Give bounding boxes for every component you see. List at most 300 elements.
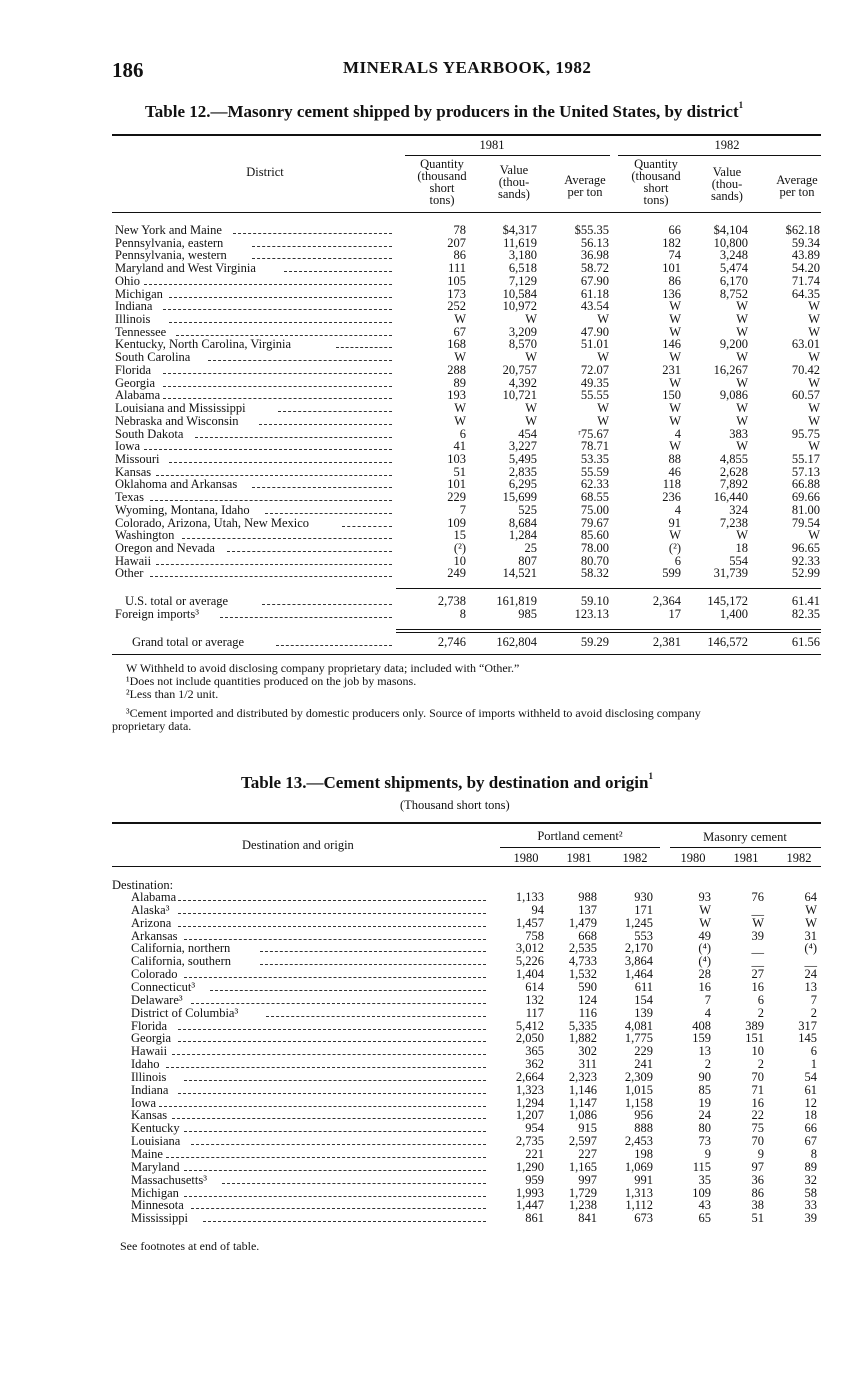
table13-row bbox=[0, 1020, 855, 1033]
table13-row-cell: 51 bbox=[751, 1211, 764, 1226]
table13-row-cell: 109 bbox=[692, 1185, 711, 1200]
table12-row-cell: 81.00 bbox=[791, 502, 820, 517]
table12-row bbox=[0, 504, 855, 517]
table13-row-leader bbox=[159, 1098, 486, 1107]
table12-row-cell: 146 bbox=[662, 337, 681, 352]
table13-row-cell: 317 bbox=[798, 1018, 817, 1033]
table13-row-cell: 1,882 bbox=[568, 1031, 597, 1046]
table13-row-cell: 930 bbox=[634, 890, 653, 904]
table13-row-cell: 241 bbox=[634, 1057, 653, 1072]
table12-row-cell: W bbox=[808, 350, 820, 365]
table13-row-cell: 16 bbox=[751, 1095, 764, 1110]
table13-row-cell: W bbox=[805, 915, 817, 930]
table13-row-label: Georgia bbox=[131, 1031, 172, 1046]
table12-title bbox=[145, 102, 743, 122]
table12-total-row-cell: 161,819 bbox=[496, 594, 537, 608]
table13-row-label: Arizona bbox=[131, 915, 172, 930]
table12-row-leader bbox=[195, 429, 392, 438]
table13-row bbox=[0, 981, 855, 994]
table12-row-cell: 16,267 bbox=[713, 362, 748, 377]
table13-row-cell: 915 bbox=[578, 1121, 597, 1136]
table13-row-cell: 1,069 bbox=[624, 1159, 653, 1174]
table12-row-cell: 86 bbox=[668, 273, 681, 288]
table12-row-cell: 7,892 bbox=[719, 477, 748, 492]
table12-row-cell: 173 bbox=[447, 286, 466, 301]
table12-row-cell: 383 bbox=[729, 426, 748, 441]
table12-row-cell: 43.89 bbox=[791, 248, 820, 263]
table13-row-cell: 2 bbox=[810, 1005, 817, 1020]
table12-row-cell: 64.35 bbox=[791, 286, 820, 301]
table12-grand-row-cell: 162,804 bbox=[496, 635, 537, 649]
table13-row-leader bbox=[178, 1085, 486, 1094]
table13-row-cell: 97 bbox=[751, 1159, 764, 1174]
table13-row-cell: 673 bbox=[634, 1211, 653, 1226]
table12-row-cell: W bbox=[454, 401, 466, 416]
table12-row-leader bbox=[342, 518, 392, 527]
table13-row-leader bbox=[191, 1200, 486, 1209]
table13-row-cell: 1,775 bbox=[624, 1031, 653, 1046]
table12-row-cell: 136 bbox=[662, 286, 681, 301]
table13-row bbox=[0, 1097, 855, 1110]
table13-row-label: Idaho bbox=[131, 1057, 160, 1072]
table12-row-cell: 3,180 bbox=[508, 248, 537, 263]
table12-row-cell: 231 bbox=[662, 362, 681, 377]
table13-row-cell: 54 bbox=[804, 1069, 817, 1084]
table13-row-cell: 7 bbox=[704, 992, 711, 1007]
table13-row-label: California, southern bbox=[131, 954, 231, 969]
table13-row-cell: 1,147 bbox=[568, 1095, 597, 1110]
table13-row-label: Alabama bbox=[131, 890, 177, 904]
table12-row-label: Georgia bbox=[115, 375, 156, 390]
table12-row-cell: 61.18 bbox=[580, 286, 609, 301]
table12-row-cell: W bbox=[669, 312, 681, 327]
table13-row-cell: 1,290 bbox=[515, 1159, 544, 1174]
table12-row-label: Tennessee bbox=[115, 324, 167, 339]
table12-col-header-line: (thou- bbox=[711, 177, 743, 191]
table13-row-cell: 2,597 bbox=[568, 1134, 597, 1149]
table12-row-leader bbox=[336, 339, 392, 348]
table12-row-cell: 101 bbox=[447, 477, 466, 492]
table13-year-header: 1981 bbox=[566, 851, 592, 865]
table13-row-label: Connecticut³ bbox=[131, 979, 196, 994]
table12-row-leader bbox=[163, 301, 392, 310]
table12-row-cell: 7 bbox=[459, 502, 466, 517]
table12-row-cell: 2,628 bbox=[719, 464, 748, 479]
table13-row-cell: 38 bbox=[751, 1198, 764, 1213]
table13-row-cell: 1,313 bbox=[624, 1185, 653, 1200]
table13-group-masonry: Masonry cement bbox=[703, 830, 787, 844]
table12-row-leader bbox=[252, 250, 392, 259]
table13-title-note: 1 bbox=[648, 771, 653, 781]
table12-row-leader bbox=[252, 479, 392, 488]
table13-row-cell: 956 bbox=[634, 1108, 653, 1123]
table13-row-leader bbox=[184, 1123, 486, 1132]
table13-row-cell: 1,729 bbox=[568, 1185, 597, 1200]
table13-row-cell: 27 bbox=[751, 967, 764, 982]
table13-group-portland: Portland cement² bbox=[537, 829, 623, 843]
table12-row-cell: 41 bbox=[453, 439, 466, 454]
table12-district-header: District bbox=[246, 165, 284, 179]
page-number: 186 bbox=[112, 58, 144, 82]
table13-row-cell: 1,146 bbox=[568, 1082, 597, 1097]
table12-row-leader bbox=[163, 365, 392, 374]
table13-row-cell: 1,086 bbox=[568, 1108, 597, 1123]
table13-row-cell: 151 bbox=[745, 1031, 764, 1046]
table12-total-row-cell: 8 bbox=[459, 607, 466, 621]
table13-year-header: 1982 bbox=[622, 851, 648, 865]
table13-row-cell: 221 bbox=[525, 1147, 544, 1161]
table13-row-label: California, northern bbox=[131, 941, 231, 956]
table13-row-label: Delaware³ bbox=[131, 992, 183, 1007]
table12-row-cell: 51.01 bbox=[580, 337, 609, 352]
table12-row-label: Nebraska and Wisconsin bbox=[115, 413, 239, 428]
table12-col-header-line: per ton bbox=[567, 185, 603, 199]
table13-row bbox=[0, 994, 855, 1007]
table13-row-cell: 71 bbox=[751, 1082, 764, 1097]
table13-row-cell: 758 bbox=[525, 928, 544, 943]
table12-row bbox=[0, 415, 855, 428]
table13-row bbox=[0, 1135, 855, 1148]
table12-total-row-cell: 82.35 bbox=[791, 607, 820, 621]
table12-row-cell: 25 bbox=[524, 541, 537, 555]
table13-row-cell: 65 bbox=[698, 1211, 711, 1226]
table12-row-leader bbox=[278, 403, 392, 412]
table12-row-cell: 525 bbox=[518, 502, 537, 517]
table12-row-cell: $62.18 bbox=[785, 223, 820, 237]
table12-row-leader bbox=[227, 543, 392, 552]
table12-col-header-line: Quantity bbox=[420, 157, 464, 171]
table12-row-cell: 88 bbox=[668, 451, 681, 466]
table13-row-cell: 19 bbox=[698, 1095, 711, 1110]
table12-row-leader bbox=[208, 352, 392, 361]
table12-row-cell: W bbox=[808, 324, 820, 339]
table13-row-cell: 1,993 bbox=[515, 1185, 544, 1200]
table13-row-label: Hawaii bbox=[131, 1044, 168, 1059]
table12-total-row-cell: 17 bbox=[668, 607, 681, 621]
table12-grand-row-cell: 2,746 bbox=[437, 635, 466, 649]
table12-row-cell: 46 bbox=[668, 464, 681, 479]
table12-row-label: Wyoming, Montana, Idaho bbox=[115, 502, 250, 517]
table12-row-cell: W bbox=[736, 312, 748, 327]
table12-row-cell: (²) bbox=[453, 541, 466, 555]
table12-row-label: Kansas bbox=[115, 464, 152, 479]
table13-row-cell: 93 bbox=[698, 890, 711, 904]
table13-row-cell: 302 bbox=[578, 1044, 597, 1059]
table12-row-cell: W bbox=[736, 324, 748, 339]
table12-row-cell: W bbox=[808, 375, 820, 390]
table12-row-cell: W bbox=[736, 375, 748, 390]
table12-row-cell: 85.60 bbox=[580, 528, 609, 543]
table13-row-cell: 76 bbox=[751, 890, 764, 904]
table13-row-label: Colorado bbox=[131, 967, 178, 982]
table13-year-header: 1982 bbox=[786, 851, 812, 865]
table13-row-cell: 553 bbox=[634, 928, 653, 943]
table13-row-cell: 49 bbox=[698, 928, 711, 943]
table12-grand-row-cell: 146,572 bbox=[707, 635, 748, 649]
table13-row bbox=[0, 891, 855, 904]
table12-row-cell: 288 bbox=[447, 362, 466, 377]
table12-row-cell: 229 bbox=[447, 490, 466, 505]
table12-row-cell: 96.65 bbox=[791, 541, 820, 555]
table13-row bbox=[0, 968, 855, 981]
table12-row-cell: 49.35 bbox=[580, 375, 609, 390]
table12-col-header bbox=[616, 158, 696, 206]
table12-row-cell: W bbox=[736, 413, 748, 428]
table12-title-note: 1 bbox=[738, 100, 744, 110]
table12-col-header-line: (thousand bbox=[631, 169, 681, 183]
table13-row-cell: 389 bbox=[745, 1018, 764, 1033]
table12-total-row-leader bbox=[220, 609, 392, 618]
table12-row-cell: 6 bbox=[674, 553, 681, 568]
table12-row-cell: 10,584 bbox=[502, 286, 537, 301]
table12-row-cell: 10,972 bbox=[502, 299, 537, 314]
table12-row-cell: 4 bbox=[674, 426, 681, 441]
table12-row-cell: 454 bbox=[518, 426, 537, 441]
table13-row-cell: 5,412 bbox=[515, 1018, 544, 1033]
table13-row-cell: 9 bbox=[757, 1147, 764, 1161]
table13-row-label: Maryland bbox=[131, 1159, 180, 1174]
table12-row-cell: 15 bbox=[453, 528, 466, 543]
table13-row bbox=[0, 930, 855, 943]
table13-row bbox=[0, 1148, 855, 1161]
table13-row-cell: 6 bbox=[810, 1044, 817, 1059]
table13-row-label: Maine bbox=[131, 1147, 163, 1161]
table12-row-cell: 3,248 bbox=[719, 248, 748, 263]
table13-row-leader bbox=[166, 1059, 486, 1068]
table12-row-cell: 67.90 bbox=[580, 273, 609, 288]
table12-row-leader bbox=[144, 441, 392, 450]
table12-row-cell: 62.33 bbox=[580, 477, 609, 492]
table12-grand-rule-a bbox=[396, 629, 821, 630]
table13-row-cell: 36 bbox=[751, 1172, 764, 1187]
table12-row-cell: 8,752 bbox=[719, 286, 748, 301]
table12-footnote-1: ¹Does not include quantities produced on the job by masons. bbox=[126, 674, 417, 688]
table13-row-cell: 12 bbox=[804, 1095, 817, 1110]
table12-row-cell: (²) bbox=[668, 541, 681, 555]
table12-row-cell: 11,619 bbox=[503, 235, 537, 250]
table12-row-cell: 78.71 bbox=[580, 439, 609, 454]
table13-row-cell: 1,457 bbox=[515, 915, 544, 930]
table13-row-cell: __ bbox=[751, 954, 764, 969]
table12-row-label: Oregon and Nevada bbox=[115, 541, 215, 555]
table13-row-cell: 959 bbox=[525, 1172, 544, 1187]
table12-year-rule-1982 bbox=[618, 155, 821, 156]
table12-row-label: Iowa bbox=[115, 439, 140, 454]
table13-row-cell: 115 bbox=[692, 1159, 711, 1174]
table12-year-1982: 1982 bbox=[714, 138, 740, 152]
table13-row-cell: 124 bbox=[578, 992, 597, 1007]
table12-row-cell: 55.17 bbox=[791, 451, 820, 466]
table13-row-cell: 2,735 bbox=[515, 1134, 544, 1149]
table12-row-cell: 71.74 bbox=[791, 273, 820, 288]
table12-col-header-line: tons) bbox=[429, 193, 455, 207]
table13-row-cell: 24 bbox=[804, 967, 817, 982]
table13-row-cell: 3,012 bbox=[515, 941, 544, 956]
table12-footnote-2: ²Less than 1/2 unit. bbox=[126, 687, 219, 701]
table12-row-cell: W bbox=[669, 439, 681, 454]
table13-row-leader bbox=[184, 931, 486, 940]
table12-row-cell: 150 bbox=[662, 388, 681, 403]
table12-row-cell: W bbox=[597, 413, 609, 428]
table13-row-cell: 4,081 bbox=[624, 1018, 653, 1033]
table12-col-header-line: (thousand bbox=[417, 169, 467, 183]
table13-row-cell: 888 bbox=[634, 1121, 653, 1136]
table12-total-row-cell: 1,400 bbox=[719, 607, 748, 621]
table12-row-cell: 9,200 bbox=[719, 337, 748, 352]
table13-row-cell: __ bbox=[751, 902, 764, 917]
table13-row-cell: 10 bbox=[751, 1044, 764, 1059]
table12-row-label: Missouri bbox=[115, 451, 160, 466]
table12-row-cell: W bbox=[736, 350, 748, 365]
table12-row-cell: 92.33 bbox=[791, 553, 820, 568]
table12-row-cell: 6 bbox=[459, 426, 466, 441]
table12-row-label: South Carolina bbox=[115, 350, 191, 365]
table12-row-cell: 86 bbox=[453, 248, 466, 263]
table12-col-header bbox=[474, 164, 554, 200]
table12-row-cell: W bbox=[669, 375, 681, 390]
table13-row-cell: 1,447 bbox=[515, 1198, 544, 1213]
table13-row-leader bbox=[266, 1008, 486, 1017]
table13-row-cell: 145 bbox=[798, 1031, 817, 1046]
table13-row-cell: W bbox=[699, 902, 711, 917]
table12-row-leader bbox=[284, 263, 392, 272]
table12-row-cell: 118 bbox=[662, 477, 681, 492]
table13-row-cell: 32 bbox=[804, 1172, 817, 1187]
table12-row-cell: 14,521 bbox=[502, 566, 537, 581]
table13-row-cell: 861 bbox=[525, 1211, 544, 1226]
table12-col-header bbox=[757, 174, 837, 198]
table13-row-cell: 1,165 bbox=[568, 1159, 597, 1174]
table13-row-cell: 31 bbox=[804, 928, 817, 943]
table13-row-leader bbox=[172, 1046, 486, 1055]
table12-row-label: Washington bbox=[115, 528, 175, 543]
table12-row-leader bbox=[233, 225, 392, 234]
table12-row-leader bbox=[169, 289, 392, 298]
table12-row-cell: 103 bbox=[447, 451, 466, 466]
table12-total-rule bbox=[396, 588, 821, 589]
table12-row-leader bbox=[182, 530, 392, 539]
table12-col-header-line: per ton bbox=[779, 185, 815, 199]
table12-row-cell: 78.00 bbox=[580, 541, 609, 555]
table12-row-cell: W bbox=[669, 350, 681, 365]
table12-col-header-line: short bbox=[643, 181, 669, 195]
table12-row-label: Other bbox=[115, 566, 144, 581]
table13-title-text: Table 13.—Cement shipments, by destination and origin bbox=[241, 773, 649, 792]
table12-row-leader bbox=[150, 492, 392, 501]
table12-grand-rule-b bbox=[396, 632, 821, 633]
table12-row-cell: W bbox=[454, 312, 466, 327]
table12-row-cell: 59.34 bbox=[791, 235, 820, 250]
table12-row-cell: W bbox=[597, 401, 609, 416]
table12-year-1981: 1981 bbox=[479, 138, 505, 152]
table12-row-cell: 4,855 bbox=[719, 451, 748, 466]
table12-row-cell: 6,518 bbox=[508, 261, 537, 276]
table12-total-row-cell: 123.13 bbox=[574, 607, 609, 621]
table13-row bbox=[0, 904, 855, 917]
table13-row-label: Kentucky bbox=[131, 1121, 180, 1136]
table13-row-cell: 1,532 bbox=[568, 967, 597, 982]
table13-row-label: Mississippi bbox=[131, 1211, 188, 1226]
table13-row-leader bbox=[222, 1175, 486, 1184]
table13-row-cell: 13 bbox=[698, 1044, 711, 1059]
table12-row-cell: 95.75 bbox=[791, 426, 820, 441]
table13-row-cell: 3,864 bbox=[624, 954, 653, 969]
table12-row-cell: 249 bbox=[447, 566, 466, 581]
table12-row-cell: 79.54 bbox=[791, 515, 820, 530]
table12-col-header bbox=[687, 166, 767, 202]
table12-row-cell: 3,209 bbox=[508, 324, 537, 339]
table12-row bbox=[0, 567, 855, 580]
table12-row-cell: W bbox=[808, 439, 820, 454]
table12-col-header-line: Quantity bbox=[634, 157, 678, 171]
table12-row-cell: W bbox=[597, 350, 609, 365]
table13-row-cell: 64 bbox=[804, 890, 817, 904]
table12-row-cell: 9,086 bbox=[719, 388, 748, 403]
table13-row-cell: 227 bbox=[578, 1147, 597, 1161]
table13-row-cell: 132 bbox=[525, 992, 544, 1007]
table12-row-cell: 52.99 bbox=[791, 566, 820, 581]
table13-row-cell: 611 bbox=[634, 979, 653, 994]
table13-row-cell: 90 bbox=[698, 1069, 711, 1084]
table13-row bbox=[0, 955, 855, 968]
table12-grand-row-leader bbox=[276, 637, 392, 646]
table13-row-cell: 5,226 bbox=[515, 954, 544, 969]
table12-grand-row-cell: 2,381 bbox=[652, 635, 681, 649]
table13-row-cell: 117 bbox=[525, 1005, 544, 1020]
table12-row-cell: W bbox=[808, 528, 820, 543]
table13-row-cell: 16 bbox=[751, 979, 764, 994]
table12-total-row-cell: 985 bbox=[518, 607, 537, 621]
table13-row-cell: 39 bbox=[804, 1211, 817, 1226]
table12-row-cell: W bbox=[454, 413, 466, 428]
table12-row-leader bbox=[156, 556, 392, 565]
table12-row-cell: 63.01 bbox=[791, 337, 820, 352]
table12-row-cell: W bbox=[454, 350, 466, 365]
table12-row-cell: W bbox=[597, 312, 609, 327]
table12-row-cell: 8,570 bbox=[508, 337, 537, 352]
table13-row-cell: 2,309 bbox=[624, 1069, 653, 1084]
table13-row-label: Minnesota bbox=[131, 1198, 184, 1213]
table13-row-cell: 2,170 bbox=[624, 941, 653, 956]
table12-row-cell: 599 bbox=[662, 566, 681, 581]
table13-row bbox=[0, 1161, 855, 1174]
table12-row-leader bbox=[150, 568, 392, 577]
table13-row-cell: 4 bbox=[704, 1005, 711, 1020]
table12-row-label: Louisiana and Mississippi bbox=[115, 401, 246, 416]
table12-row-cell: 207 bbox=[447, 235, 466, 250]
table12-row-label: Ohio bbox=[115, 273, 140, 288]
table13-row-cell: (⁴) bbox=[698, 954, 711, 969]
table12-row-cell: 252 bbox=[447, 299, 466, 314]
table13-section-label: Destination: bbox=[112, 878, 174, 892]
table13-row-leader bbox=[172, 1110, 486, 1119]
table12-row-cell: W bbox=[736, 299, 748, 314]
table13-row-label: District of Columbia³ bbox=[131, 1005, 239, 1020]
table12-row-cell: ʳ75.67 bbox=[578, 426, 609, 441]
table13-row-cell: 39 bbox=[751, 928, 764, 943]
table13-row bbox=[0, 1174, 855, 1187]
table13-row-label: Kansas bbox=[131, 1108, 168, 1123]
table13-row-cell: 2,453 bbox=[624, 1134, 653, 1149]
table13-row-cell: 137 bbox=[578, 902, 597, 917]
table12-row-cell: 554 bbox=[729, 553, 748, 568]
table12-row-cell: 91 bbox=[668, 515, 681, 530]
table12-total-row-cell: 145,172 bbox=[707, 594, 748, 608]
table13-row-cell: 2 bbox=[757, 1005, 764, 1020]
table13-row-leader bbox=[178, 905, 486, 914]
table12-row-cell: W bbox=[808, 401, 820, 416]
table13-header-rule bbox=[112, 866, 821, 867]
